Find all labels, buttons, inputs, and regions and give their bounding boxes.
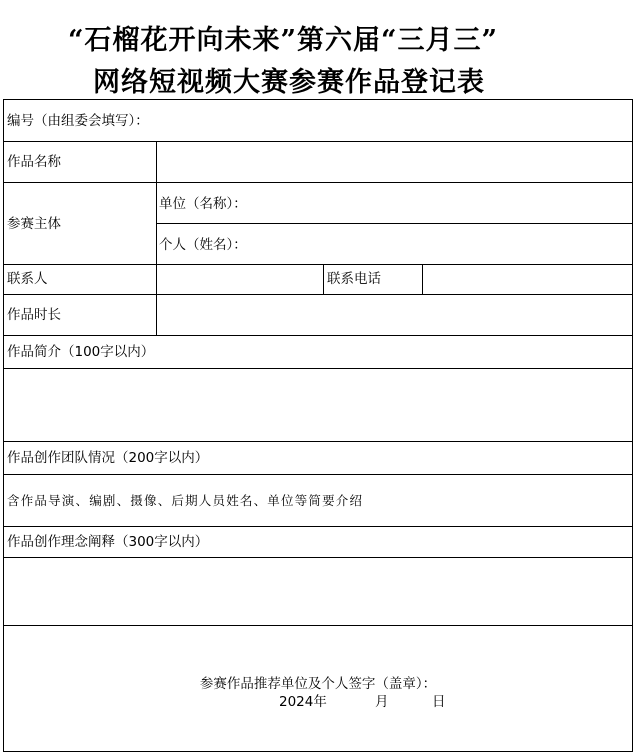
form-title-line1: “石榴花开向未来”第六届“三月三” [67, 25, 499, 56]
table-row-divider [3, 264, 633, 265]
date-month: 月 [375, 694, 389, 710]
table-row-divider [3, 294, 633, 295]
date-year: 2024年 [279, 694, 327, 710]
table-row-divider [3, 526, 633, 527]
table-row-divider [3, 557, 633, 558]
table-row-divider [3, 474, 633, 475]
signature-label: 参赛作品推荐单位及个人签字（盖章）： [199, 676, 437, 692]
work-intro-label: 作品简介（100字以内） [7, 344, 155, 360]
contact-phone-label: 联系电话 [327, 271, 381, 287]
table-row-divider [156, 223, 633, 224]
table-column-divider [156, 141, 157, 335]
table-row-divider [3, 335, 633, 336]
entrant-label: 参赛主体 [7, 216, 61, 232]
serial-number-label: 编号（由组委会填写）： [7, 113, 149, 129]
individual-name-label: 个人（姓名）： [159, 237, 247, 253]
team-info-note: 含作品导演、编剧、摄像、后期人员姓名、单位等简要介绍 [7, 493, 364, 508]
date-day: 日 [432, 694, 446, 710]
table-row-divider [3, 625, 633, 626]
unit-name-label: 单位（名称）： [159, 196, 247, 212]
table-row-divider [3, 141, 633, 142]
contact-person-label: 联系人 [7, 271, 48, 287]
table-column-divider [323, 264, 324, 294]
table-row-divider [3, 368, 633, 369]
concept-label: 作品创作理念阐释（300字以内） [7, 534, 209, 550]
table-row-divider [3, 182, 633, 183]
form-title-line2: 网络短视频大赛参赛作品登记表 [93, 67, 485, 98]
team-info-label: 作品创作团队情况（200字以内） [7, 450, 209, 466]
work-name-label: 作品名称 [7, 154, 61, 170]
table-row-divider [3, 441, 633, 442]
work-duration-label: 作品时长 [7, 307, 61, 323]
table-column-divider [422, 264, 423, 294]
registration-table [3, 99, 633, 752]
